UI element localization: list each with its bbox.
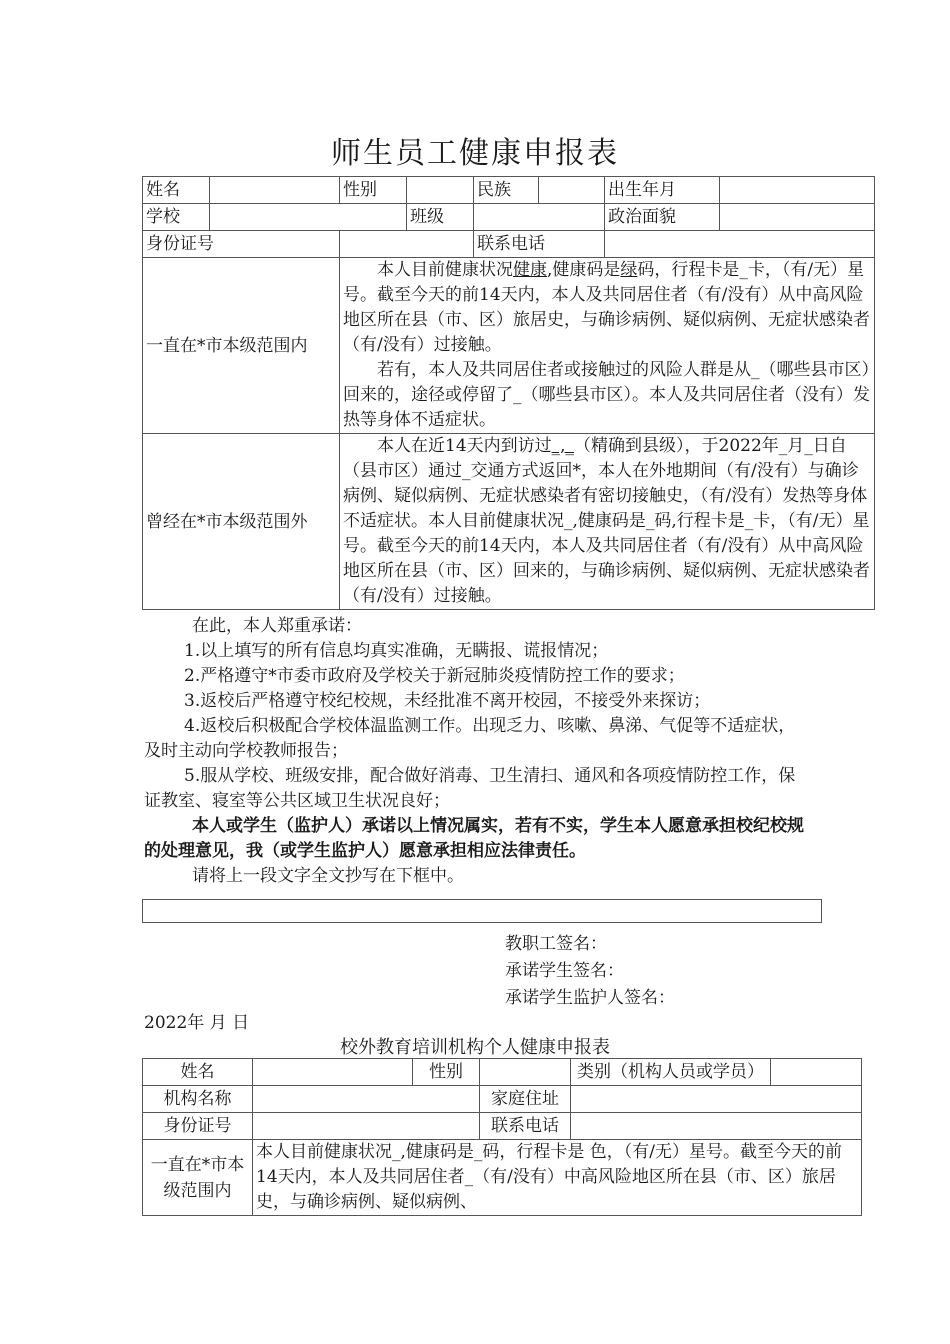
t2-gender-field[interactable]	[480, 1059, 571, 1086]
commitment-intro: 在此，本人郑重承诺：	[192, 616, 362, 636]
out-city-content	[340, 434, 875, 610]
t2-phone-field[interactable]	[571, 1113, 862, 1140]
id-field[interactable]	[340, 231, 474, 258]
health-status-value: 健康	[513, 260, 547, 280]
t2-address-field[interactable]	[571, 1086, 862, 1113]
t2-org-field[interactable]	[253, 1086, 480, 1113]
t2-id-label: 身份证号	[143, 1113, 253, 1140]
t2-name-label: 姓名	[143, 1059, 253, 1086]
phone-label: 联系电话	[474, 231, 605, 258]
school-field[interactable]	[210, 204, 407, 231]
ethnicity-label: 民族	[474, 177, 539, 204]
form2-title: 校外教育培训机构个人健康申报表	[340, 1037, 610, 1058]
school-label: 学校	[143, 204, 210, 231]
out-city-text-a: 本人在近14天内到访过	[377, 436, 552, 456]
out-city-label: 曾经在*市本级范围外	[143, 434, 340, 610]
t2-phone-label: 联系电话	[480, 1113, 571, 1140]
t2-in-city-content	[253, 1140, 862, 1216]
t2-org-label: 机构名称	[143, 1086, 253, 1113]
commitment-item-5: 5.服从学校、班级安排，配合做好消毒、卫生清扫、通风和各项疫情防控工作，保证教室、寝室等公共区域卫生状况良好；	[144, 766, 796, 811]
name-field[interactable]	[210, 177, 340, 204]
commitment-section	[144, 614, 804, 889]
in-city-text-a: 本人目前健康状况	[377, 260, 513, 280]
t2-in-city-label: 一直在*市本级范围内	[143, 1140, 253, 1216]
phone-field[interactable]	[605, 231, 875, 258]
guardian-signature-label: 承诺学生监护人签名：	[505, 988, 675, 1008]
date-line: 2022年 月 日	[144, 1013, 250, 1033]
copy-instruction: 请将上一段文字全文抄写在下框中。	[192, 866, 464, 886]
ethnicity-field[interactable]	[539, 177, 605, 204]
copy-text-box[interactable]	[142, 899, 822, 923]
commitment-item-1: 1.以上填写的所有信息均真实准确，无瞒报、谎报情况；	[184, 641, 609, 661]
id-label: 身份证号	[143, 231, 340, 258]
t2-id-field[interactable]	[253, 1113, 480, 1140]
health-code-value: 绿	[620, 260, 638, 280]
class-field[interactable]	[474, 204, 605, 231]
political-field[interactable]	[720, 204, 875, 231]
commitment-bold-statement: 本人或学生（监护人）承诺以上情况属实，若有不实，学生本人愿意承担校纪校规的处理意见，我（或学生监护人）愿意承担相应法律责任。	[144, 816, 804, 861]
name-label: 姓名	[143, 177, 210, 204]
commitment-item-4: 4.返校后积极配合学校体温监测工作。出现乏力、咳嗽、鼻涕、气促等不适症状，及时主动向学校教师报告；	[144, 716, 796, 761]
in-city-label: 一直在*市本级范围内	[143, 258, 340, 434]
visited-place-blank: _,_	[551, 436, 575, 456]
political-label: 政治面貌	[605, 204, 720, 231]
health-form-table	[142, 176, 875, 610]
student-signature-label: 承诺学生签名：	[505, 961, 624, 981]
gender-label: 性别	[340, 177, 407, 204]
gender-field[interactable]	[407, 177, 474, 204]
birth-field[interactable]	[720, 177, 875, 204]
t2-gender-label: 性别	[413, 1059, 480, 1086]
staff-signature-label: 教职工签名：	[505, 934, 607, 954]
t2-in-city-text: 本人目前健康状况_,健康码是_码，行程卡是 色，（有/无）星号。截至今天的前14天内，本人及共同居住者_（有/没有）中高风险地区所在县（市、区）旅居史，与确诊病例、疑似病例、	[256, 1142, 843, 1212]
in-city-content	[340, 258, 875, 434]
out-city-text-b: （精确到县级），于2022年_月_日自（县市区）通过_交通方式返回*，本人在外地期间（有/没有）与确诊病例、疑似病例、无症状感染者有密切接触史，（有/没有）发热等身体不适症状。本人目前健康状况_,健康码是_码,行程卡是_卡，（有/无）星号。截至今天的前14天内，本人及共同居住者（有/没有）从中高风险地区所在县（市、区）回来的，与确诊病例、疑似病例、无症状感染者（有/没有）过接触。	[343, 436, 870, 606]
class-label: 班级	[407, 204, 474, 231]
t2-category-label: 类别（机构人员或学员）	[571, 1059, 771, 1086]
in-city-text-p2: 若有，本人及共同居住者或接触过的风险人群是从_（哪些县市区）回来的，途径或停留了_（哪些县市区）。本人及共同居住者（没有）发热等身体不适症状。	[343, 360, 870, 430]
t2-category-field[interactable]	[771, 1059, 862, 1086]
training-form-table	[142, 1058, 862, 1216]
t2-name-field[interactable]	[253, 1059, 413, 1086]
commitment-item-2: 2.严格遵守*市委市政府及学校关于新冠肺炎疫情防控工作的要求；	[184, 666, 685, 686]
commitment-item-3: 3.返校后严格遵守校纪校规，未经批准不离开校园，不接受外来探访；	[184, 691, 711, 711]
t2-address-label: 家庭住址	[480, 1086, 571, 1113]
in-city-text-c: 码，行程卡是_卡，（有/无）星号。截至今天的前14天内，本人及共同居住者（有/没有）从中高风险地区所在县（市、区）旅居史，与确诊病例、疑似病例、无症状感染者（有/没有）过接触。	[343, 260, 870, 355]
birth-label: 出生年月	[605, 177, 720, 204]
in-city-text-b: ,健康码是	[547, 260, 621, 280]
form1-title: 师生员工健康申报表	[331, 136, 619, 171]
